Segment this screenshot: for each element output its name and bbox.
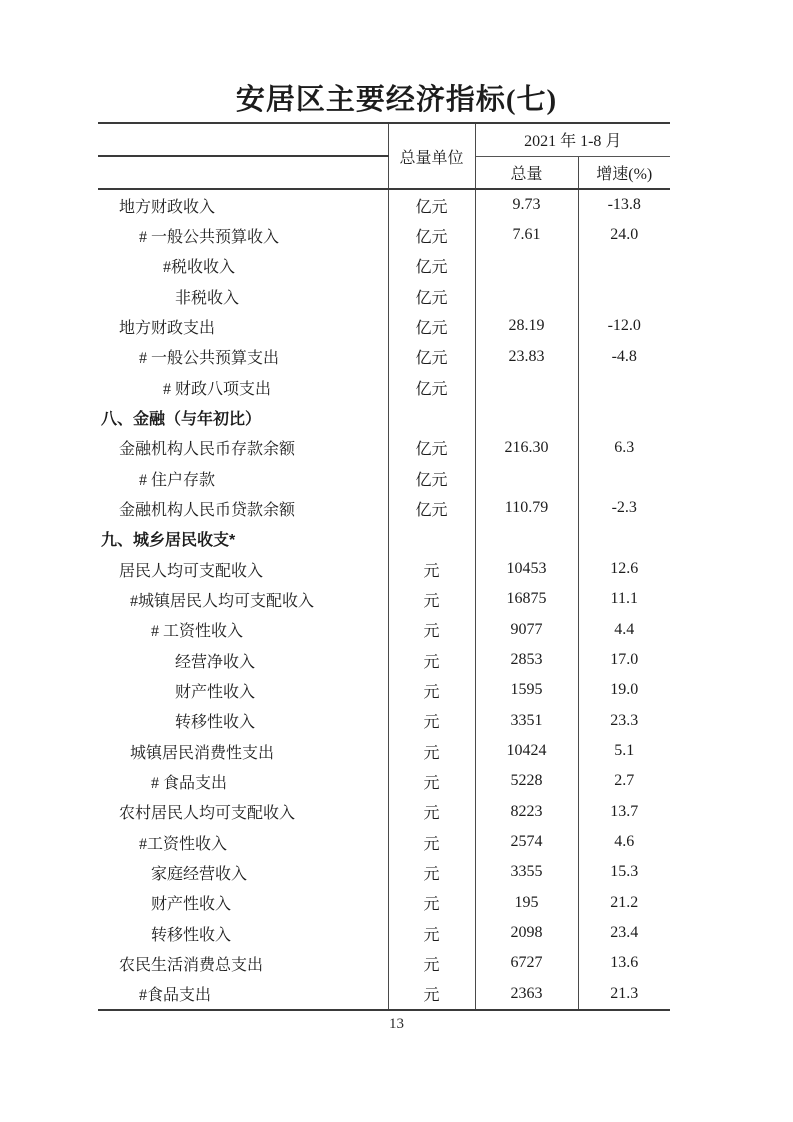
- row-total: 110.79: [504, 499, 549, 517]
- header-blank-cell-2: [98, 156, 388, 189]
- row-total: 195: [514, 893, 539, 911]
- row-total: 2853: [510, 651, 543, 669]
- row-growth: 23.4: [578, 918, 670, 948]
- row-unit: 元: [388, 888, 475, 918]
- row-label: 城镇居民消费性支出: [130, 744, 275, 762]
- row-unit: 元: [388, 645, 475, 675]
- row-label: 居民人均可支配收入: [119, 562, 264, 580]
- row-total: 3355: [510, 863, 543, 881]
- row-growth: 5.1: [578, 736, 670, 766]
- row-total: [475, 251, 578, 281]
- row-total: 9077: [510, 620, 543, 638]
- table-header: [98, 123, 670, 189]
- table-row: [98, 948, 670, 978]
- table-row: [98, 281, 670, 311]
- row-growth: 19.0: [578, 675, 670, 705]
- row-total: 10424: [506, 742, 547, 760]
- row-unit: 亿元: [388, 493, 475, 523]
- row-label: 家庭经营收入: [151, 865, 248, 883]
- table-row: [98, 979, 670, 1010]
- row-growth: 11.1: [578, 584, 670, 614]
- row-label: 地方财政支出: [119, 319, 216, 337]
- row-growth: [578, 524, 670, 554]
- row-label: #城镇居民人均可支配收入: [130, 592, 315, 610]
- row-label: #工资性收入: [139, 835, 228, 853]
- row-total: 10453: [506, 560, 547, 578]
- row-growth: -12.0: [578, 311, 670, 341]
- row-unit: [388, 524, 475, 554]
- row-total: 9.73: [512, 196, 541, 214]
- header-total: 总量: [475, 156, 578, 189]
- row-total: [475, 372, 578, 402]
- row-total: 16875: [506, 590, 547, 608]
- table-row: [98, 797, 670, 827]
- row-label: # 工资性收入: [151, 623, 244, 641]
- row-unit: 元: [388, 736, 475, 766]
- header-growth: 增速(%): [578, 156, 670, 189]
- row-label: # 财政八项支出: [163, 380, 272, 398]
- table-row: [98, 524, 670, 554]
- row-unit: 元: [388, 948, 475, 978]
- row-unit: 亿元: [388, 433, 475, 463]
- row-total: [475, 524, 578, 554]
- table-row: [98, 189, 670, 220]
- row-unit: 元: [388, 766, 475, 796]
- row-label: # 住户存款: [139, 471, 216, 489]
- row-growth: 12.6: [578, 554, 670, 584]
- header-unit-column: 总量单位: [388, 123, 475, 189]
- table-row: [98, 433, 670, 463]
- row-total: [475, 281, 578, 311]
- row-total: 7.61: [512, 226, 541, 244]
- table-row: [98, 220, 670, 250]
- row-label: 九、城乡居民收支*: [101, 532, 236, 550]
- table-row: [98, 584, 670, 614]
- row-total: 1595: [510, 681, 543, 699]
- row-total: 2574: [510, 833, 543, 851]
- row-total: 2363: [510, 984, 543, 1002]
- row-label: 地方财政收入: [119, 198, 216, 216]
- row-unit: 亿元: [388, 251, 475, 281]
- row-label: 财产性收入: [151, 896, 232, 914]
- row-growth: 6.3: [578, 433, 670, 463]
- row-unit: 元: [388, 615, 475, 645]
- page-title: 安居区主要经济指标(七): [235, 84, 558, 116]
- row-label: 经营净收入: [175, 653, 256, 671]
- row-total: 216.30: [504, 438, 549, 456]
- row-label: 农民生活消费总支出: [119, 956, 264, 974]
- row-total: 5228: [510, 772, 543, 790]
- row-growth: 17.0: [578, 645, 670, 675]
- table-row: [98, 706, 670, 736]
- row-unit: 元: [388, 675, 475, 705]
- table-row: [98, 888, 670, 918]
- row-growth: 23.3: [578, 706, 670, 736]
- row-label: 金融机构人民币存款余额: [119, 441, 296, 459]
- row-unit: 亿元: [388, 189, 475, 220]
- row-label: 非税收入: [175, 289, 240, 307]
- row-total: 8223: [510, 802, 543, 820]
- row-label: 八、金融（与年初比）: [101, 410, 262, 428]
- row-growth: [578, 372, 670, 402]
- table-body: [98, 189, 670, 1010]
- row-label: # 一般公共预算支出: [139, 350, 280, 368]
- row-growth: 21.2: [578, 888, 670, 918]
- row-growth: [578, 251, 670, 281]
- row-label: 财产性收入: [175, 683, 256, 701]
- header-period: 2021 年 1-8 月: [475, 123, 670, 156]
- row-unit: 亿元: [388, 342, 475, 372]
- row-unit: 元: [388, 554, 475, 584]
- row-label: 转移性收入: [151, 926, 232, 944]
- row-growth: 15.3: [578, 857, 670, 887]
- row-unit: 亿元: [388, 311, 475, 341]
- table-row: [98, 645, 670, 675]
- table-row: [98, 554, 670, 584]
- row-unit: 元: [388, 827, 475, 857]
- table-row: [98, 675, 670, 705]
- row-label: 金融机构人民币贷款余额: [119, 501, 296, 519]
- table-row: [98, 311, 670, 341]
- header-blank-cell: [98, 123, 388, 156]
- row-growth: 13.6: [578, 948, 670, 978]
- table-row: [98, 827, 670, 857]
- row-total: 2098: [510, 924, 543, 942]
- row-growth: [578, 281, 670, 311]
- row-label: #食品支出: [139, 987, 212, 1005]
- table-row: [98, 918, 670, 948]
- row-unit: 元: [388, 797, 475, 827]
- row-unit: 亿元: [388, 220, 475, 250]
- indicators-table: [98, 122, 670, 1011]
- row-unit: 元: [388, 979, 475, 1010]
- row-label: 农村居民人均可支配收入: [119, 805, 296, 823]
- header-row-2: [98, 156, 670, 189]
- row-growth: 13.7: [578, 797, 670, 827]
- row-growth: [578, 463, 670, 493]
- table-row: [98, 372, 670, 402]
- row-unit: 元: [388, 857, 475, 887]
- row-growth: -4.8: [578, 342, 670, 372]
- row-unit: 元: [388, 706, 475, 736]
- row-unit: 亿元: [388, 372, 475, 402]
- table-row: [98, 251, 670, 281]
- row-growth: 21.3: [578, 979, 670, 1010]
- table-row: [98, 736, 670, 766]
- header-row-1: [98, 123, 670, 156]
- row-growth: -13.8: [578, 189, 670, 220]
- table-row: [98, 463, 670, 493]
- row-unit: 亿元: [388, 463, 475, 493]
- row-unit: 元: [388, 918, 475, 948]
- row-growth: [578, 402, 670, 432]
- row-unit: 亿元: [388, 281, 475, 311]
- page-number: 13: [389, 1016, 404, 1032]
- row-growth: 2.7: [578, 766, 670, 796]
- table-row: [98, 402, 670, 432]
- table-row: [98, 493, 670, 523]
- row-growth: -2.3: [578, 493, 670, 523]
- row-growth: 4.4: [578, 615, 670, 645]
- row-label: 转移性收入: [175, 714, 256, 732]
- row-total: [475, 402, 578, 432]
- row-unit: 元: [388, 584, 475, 614]
- row-growth: 4.6: [578, 827, 670, 857]
- row-total: 28.19: [508, 317, 545, 335]
- row-total: 6727: [510, 954, 543, 972]
- row-total: [475, 463, 578, 493]
- table-row: [98, 615, 670, 645]
- row-label: #税收收入: [163, 259, 236, 277]
- table-row: [98, 766, 670, 796]
- row-total: 3351: [510, 711, 543, 729]
- row-label: # 食品支出: [151, 774, 228, 792]
- row-label: # 一般公共预算收入: [139, 228, 280, 246]
- table-row: [98, 342, 670, 372]
- row-unit: [388, 402, 475, 432]
- row-total: 23.83: [508, 347, 545, 365]
- table-row: [98, 857, 670, 887]
- row-growth: 24.0: [578, 220, 670, 250]
